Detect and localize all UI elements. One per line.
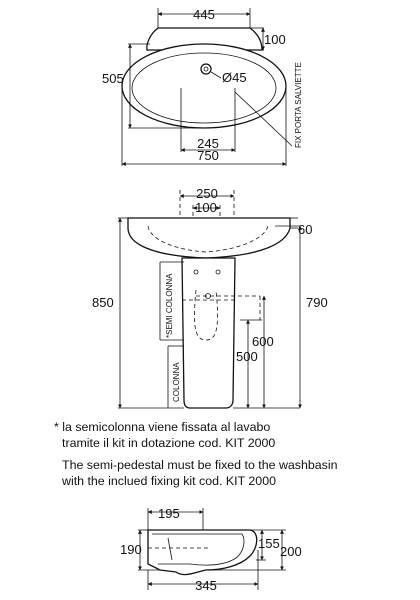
dim-750-label: 750 bbox=[197, 148, 219, 163]
dim-100-front-label: 100 bbox=[195, 200, 217, 215]
colonna-label: COLONNA bbox=[172, 362, 181, 402]
hole-diameter-label: Ø45 bbox=[222, 70, 247, 85]
note-line-4: with the inclued fixing kit cod. KIT 2000 bbox=[62, 474, 276, 488]
dim-60-label: 60 bbox=[298, 222, 313, 237]
dim-505-label: 505 bbox=[102, 71, 124, 86]
dim-250-label: 250 bbox=[196, 186, 218, 201]
dim-100-label: 100 bbox=[264, 32, 286, 47]
dim-345-label: 345 bbox=[195, 578, 217, 593]
dim-790-label: 790 bbox=[306, 295, 328, 310]
semi-colonna-label: *SEMI COLONNA bbox=[165, 273, 174, 338]
basin-side-profile bbox=[148, 530, 257, 575]
dim-190-label: 190 bbox=[120, 542, 142, 557]
basin-outer-outline bbox=[122, 44, 286, 128]
dim-245-label: 245 bbox=[197, 136, 219, 151]
installation-notes bbox=[54, 420, 338, 488]
top-view bbox=[102, 7, 303, 166]
dim-600-label: 600 bbox=[252, 334, 274, 349]
dim-500-label: 500 bbox=[236, 349, 258, 364]
note-line-1: * la semicolonna viene fissata al lavabo bbox=[54, 420, 271, 434]
dim-155-label: 155 bbox=[258, 536, 280, 551]
pedestal bbox=[182, 258, 235, 408]
dim-200-label: 200 bbox=[280, 544, 302, 559]
dim-445-label: 445 bbox=[193, 7, 215, 22]
basin-front-outline bbox=[128, 218, 290, 258]
note-line-3: The semi-pedestal must be fixed to the washbasin bbox=[62, 458, 338, 472]
dim-850-label: 850 bbox=[92, 295, 114, 310]
side-view bbox=[120, 506, 302, 593]
front-view bbox=[92, 186, 328, 408]
dim-195-label: 195 bbox=[158, 506, 180, 521]
note-line-2: tramite il kit in dotazione cod. KIT 2000 bbox=[62, 436, 276, 450]
fix-porta-salviette-label: FIX PORTA SALVIETTE bbox=[294, 62, 303, 148]
